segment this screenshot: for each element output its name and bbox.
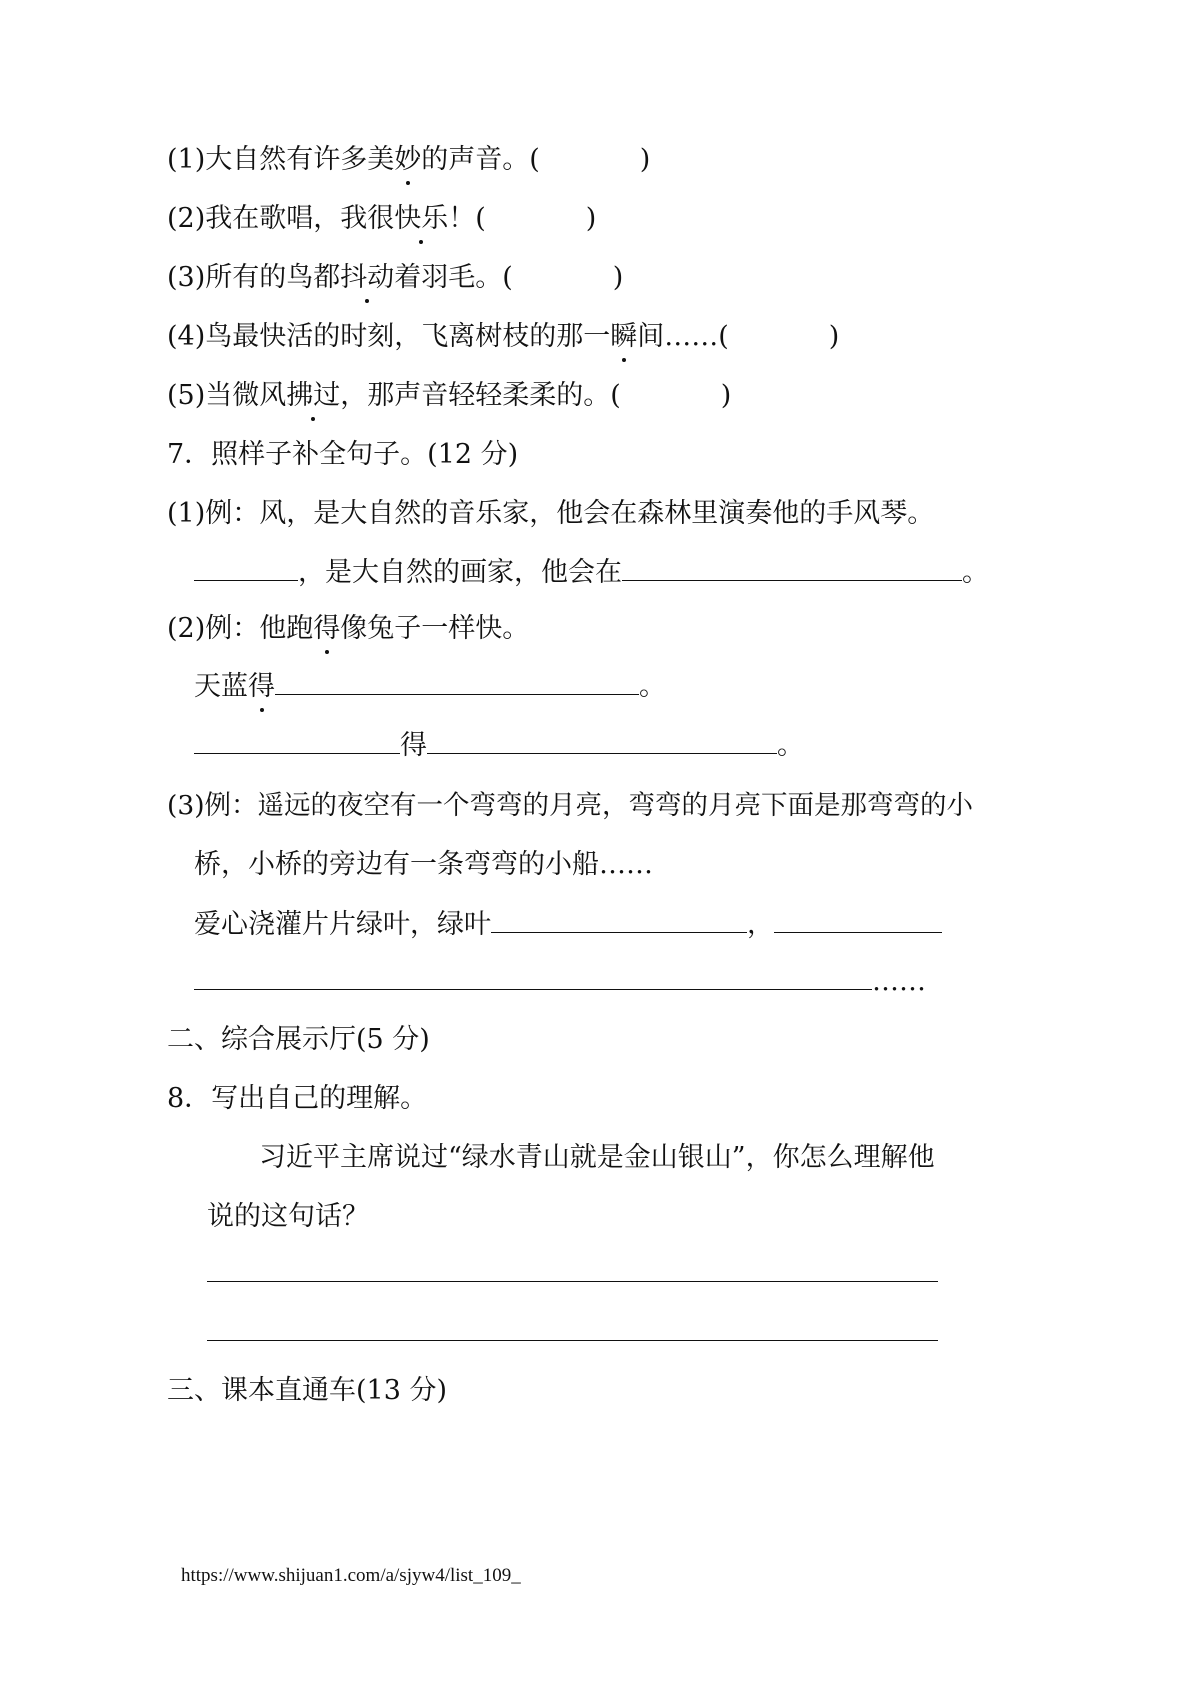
- q6-item-2: (2)我在歌唱，我很快乐！( ): [167, 201, 596, 237]
- q6-item-1: (1)大自然有许多美妙的声音。( ): [167, 142, 650, 178]
- answer-blank[interactable]: [622, 556, 962, 581]
- answer-blank[interactable]: [194, 556, 298, 581]
- dotted-word: 得: [248, 669, 275, 705]
- answer-blank[interactable]: [491, 908, 747, 933]
- q7-example-3-line2: 桥，小桥的旁边有一条弯弯的小船……: [194, 849, 653, 880]
- answer-blank[interactable]: [194, 729, 400, 754]
- q7-answer-3-cont: ……: [194, 964, 926, 1000]
- answer-blank[interactable]: [275, 670, 639, 695]
- dotted-word: 快乐: [394, 201, 448, 237]
- q7-answer-3: 爱心浇灌片片绿叶，绿叶 ，: [194, 907, 942, 943]
- q7-example-2: (2)例：他跑得像兔子一样快。: [167, 611, 529, 647]
- answer-blank[interactable]: [427, 729, 777, 754]
- q6-item-4: (4)鸟最快活的时刻，飞离树枝的那一瞬间……( ): [167, 319, 839, 355]
- q7-example-1: (1)例：风，是大自然的音乐家，他会在森林里演奏他的手风琴。: [167, 498, 935, 529]
- q7-answer-1: ，是大自然的画家，他会在 。: [194, 555, 989, 591]
- q6-item-5: (5)当微风拂过，那声音轻轻柔柔的。( ): [167, 378, 731, 414]
- q7-answer-2a: 天蓝得 。: [194, 669, 666, 705]
- answer-rule-1[interactable]: [207, 1281, 938, 1282]
- q8-title: 8．写出自己的理解。: [167, 1083, 428, 1114]
- q6-item-3: (3)所有的鸟都抖动着羽毛。( ): [167, 260, 623, 296]
- section-2-heading: 二、综合展示厅(5 分): [167, 1024, 430, 1055]
- dotted-word: 妙: [394, 142, 421, 178]
- q8-prompt-line2: 说的这句话？: [207, 1201, 369, 1232]
- q8-prompt-line1: 习近平主席说过“绿水青山就是金山银山”，你怎么理解他: [259, 1142, 935, 1173]
- q7-example-3-line1: (3)例：遥远的夜空有一个弯弯的月亮，弯弯的月亮下面是那弯弯的小: [167, 790, 974, 821]
- footer-url[interactable]: https://www.shijuan1.com/a/sjyw4/list_109_: [181, 1565, 521, 1586]
- section-3-heading: 三、课本直通车(13 分): [167, 1375, 448, 1406]
- answer-rule-2[interactable]: [207, 1340, 938, 1341]
- dotted-word: 拂过: [286, 378, 340, 414]
- answer-blank[interactable]: [194, 965, 872, 990]
- dotted-word: 得: [313, 611, 340, 647]
- dotted-word: 抖动: [340, 260, 394, 296]
- q7-answer-2b: 得 。: [194, 728, 804, 764]
- dotted-word: 一瞬间: [583, 319, 664, 355]
- answer-blank[interactable]: [774, 908, 942, 933]
- q7-title: 7．照样子补全句子。(12 分): [167, 439, 519, 470]
